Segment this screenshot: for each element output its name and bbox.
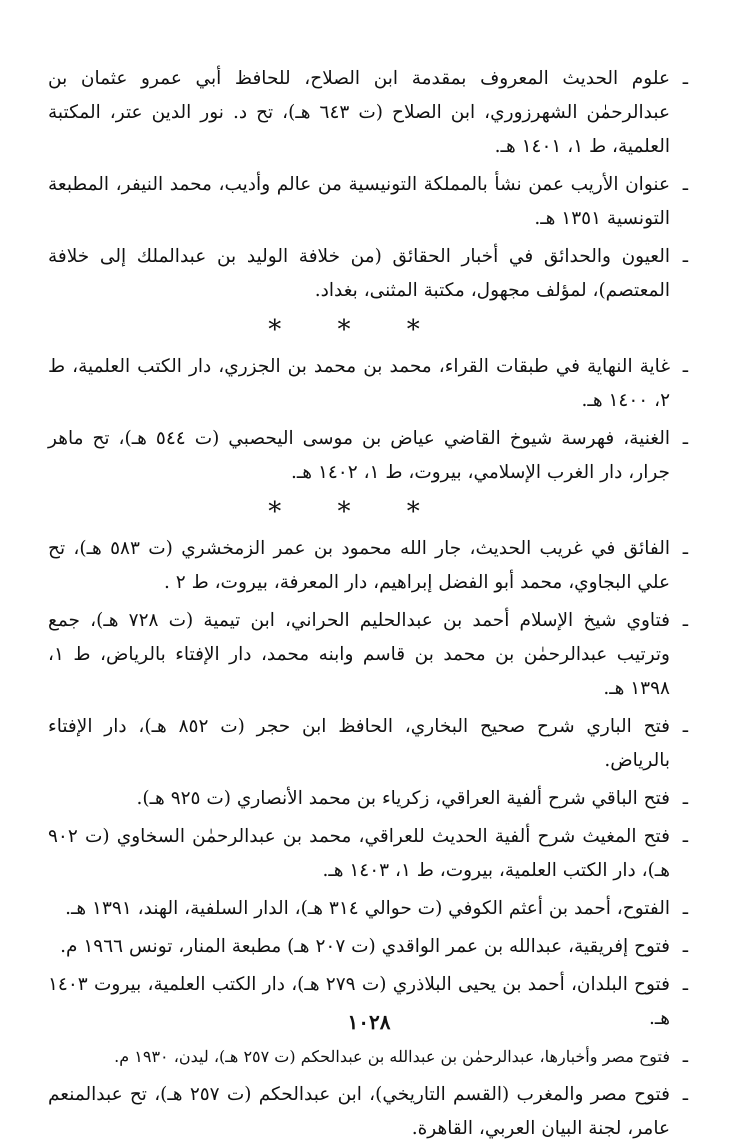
entry-text: الغنية، فهرسة شيوخ القاضي عياض بن موسى اليحصبي (ت ٥٤٤ هـ)، تح ماهر جرار، دار الغرب الإسلامي، بيروت، ط ١، ١٤٠٢ هـ. <box>48 428 670 483</box>
section-separator: * * * <box>268 497 444 527</box>
entry-text: فتوح مصر والمغرب (القسم التاريخي)، ابن عبدالحكم (ت ٢٥٧ هـ)، تح عبدالمنعم عامر، لجنة البيان العربي، القاهرة. <box>48 1084 670 1139</box>
bibliography-list <box>48 62 688 1146</box>
entry-dash: ـ <box>682 610 688 631</box>
entry-dash: ـ <box>682 428 688 449</box>
entry-dash: ـ <box>682 1046 688 1067</box>
entry-text: العيون والحدائق في أخبار الحقائق (من خلافة الوليد بن عبدالملك إلى خلافة المعتصم)، لمؤلف مجهول، مكتبة المثنى، بغداد. <box>48 246 670 301</box>
bibliography-entry <box>48 820 688 888</box>
bibliography-entry <box>48 892 688 926</box>
entry-text: غاية النهاية في طبقات القراء، محمد بن محمد بن الجزري، دار الكتب العلمية، ط ٢، ١٤٠٠ هـ. <box>48 356 670 411</box>
bibliography-entry <box>48 62 688 164</box>
entry-dash: ـ <box>682 356 688 377</box>
entry-text: الفائق في غريب الحديث، جار الله محمود بن عمر الزمخشري (ت ٥٨٣ هـ)، تح علي البجاوي، محمد أبو الفضل إبراهيم، دار المعرفة، بيروت، ط ٢ . <box>48 538 670 593</box>
bibliography-entry <box>48 1040 688 1074</box>
entry-dash: ـ <box>682 1084 688 1105</box>
entry-dash: ـ <box>682 68 688 89</box>
entry-dash: ـ <box>682 826 688 847</box>
bibliography-entry <box>48 422 688 490</box>
bibliography-entry <box>48 532 688 600</box>
bibliography-entry <box>48 1078 688 1146</box>
entry-text: الفتوح، أحمد بن أعثم الكوفي (ت حوالي ٣١٤ هـ)، الدار السلفية، الهند، ١٣٩١ هـ. <box>65 898 670 919</box>
entry-dash: ـ <box>682 974 688 995</box>
bibliography-entry <box>48 240 688 308</box>
bibliography-entry <box>48 168 688 236</box>
entry-dash: ـ <box>682 174 688 195</box>
entry-text: علوم الحديث المعروف بمقدمة ابن الصلاح، للحافظ أبي عمرو عثمان بن عبدالرحمٰن الشهرزوري، ابن الصلاح (ت ٦٤٣ هـ)، تح د. نور الدين عتر، المكتبة العلمية، ط ١، ١٤٠١ هـ. <box>48 68 670 157</box>
bibliography-entry <box>48 350 688 418</box>
entry-dash: ـ <box>682 788 688 809</box>
entry-text: فتح الباري شرح صحيح البخاري، الحافظ ابن حجر (ت ٨٥٢ هـ)، دار الإفتاء بالرياض. <box>48 716 670 771</box>
entry-text: فتوح مصر وأخبارها، عبدالرحمٰن بن عبدالله بن عبدالحكم (ت ٢٥٧ هـ)، ليدن، ١٩٣٠ م. <box>114 1047 670 1066</box>
entry-dash: ـ <box>682 538 688 559</box>
bibliography-entry <box>48 710 688 778</box>
bibliography-entry <box>48 782 688 816</box>
entry-text: فتح الباقي شرح ألفية العراقي، زكرياء بن محمد الأنصاري (ت ٩٢٥ هـ). <box>136 788 670 809</box>
entry-dash: ـ <box>682 246 688 267</box>
bibliography-entry <box>48 930 688 964</box>
section-separator: * * * <box>268 315 444 345</box>
entry-text: فتوح إفريقية، عبدالله بن عمر الواقدي (ت ٢٠٧ هـ) مطبعة المنار، تونس ١٩٦٦ م. <box>60 936 670 957</box>
entry-dash: ـ <box>682 936 688 957</box>
entry-text: فتح المغيث شرح ألفية الحديث للعراقي، محمد بن عبدالرحمٰن السخاوي (ت ٩٠٢ هـ)، دار الكتب العلمية، بيروت، ط ١، ١٤٠٣ هـ. <box>48 826 670 881</box>
entry-dash: ـ <box>682 898 688 919</box>
entry-dash: ـ <box>682 716 688 737</box>
entry-text: فتاوي شيخ الإسلام أحمد بن عبدالحليم الحراني، ابن تيمية (ت ٧٢٨ هـ)، جمع وترتيب عبدالرحمٰن بن محمد بن قاسم وابنه محمد، دار الإفتاء بالرياض، ط ١، ١٣٩٨ هـ. <box>48 610 670 699</box>
entry-text: فتوح البلدان، أحمد بن يحيى البلاذري (ت ٢٧٩ هـ)، دار الكتب العلمية، بيروت ١٤٠٣ هـ. <box>48 974 670 1029</box>
page-number: ١٠٢٨ <box>347 1010 391 1034</box>
bibliography-entry <box>48 604 688 706</box>
entry-text: عنوان الأريب عمن نشأ بالمملكة التونيسية من عالم وأديب، محمد النيفر، المطبعة التونسية ١٣٥١ هـ. <box>48 174 670 229</box>
